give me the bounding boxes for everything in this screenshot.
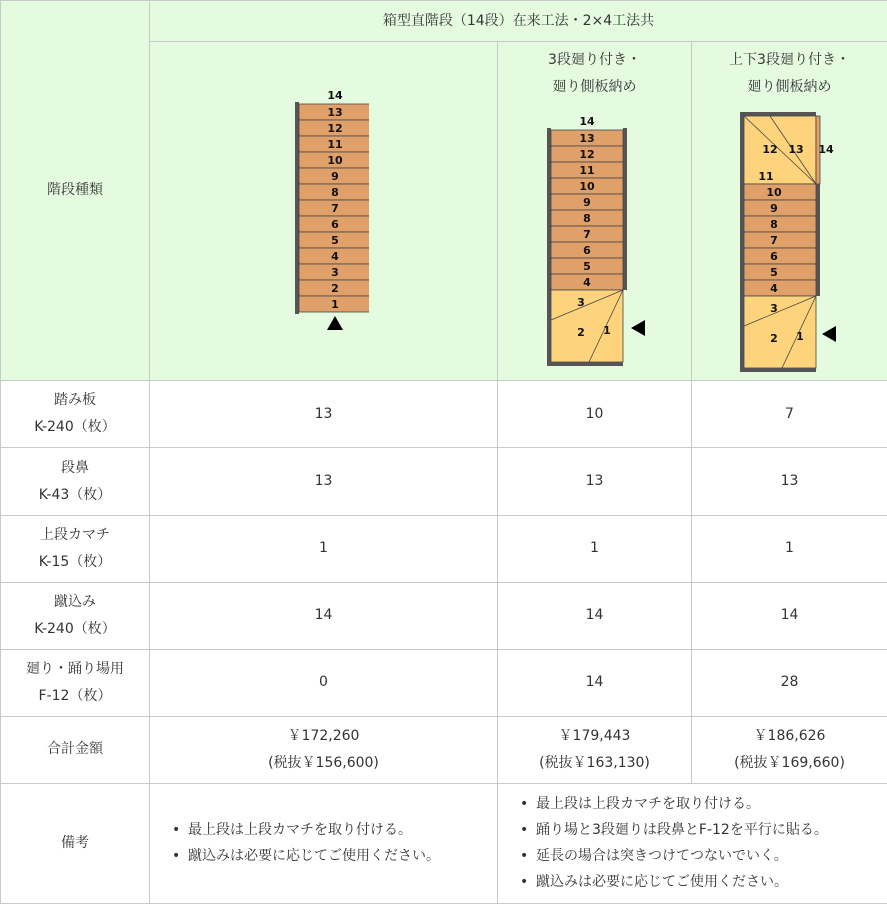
step-number: 9 — [330, 170, 339, 184]
step-number: 7 — [770, 234, 778, 248]
step-number: 9 — [770, 202, 778, 216]
row-label: 段鼻 K-43（枚） — [1, 448, 150, 515]
step-number: 8 — [330, 186, 339, 200]
one-winder-stair-diagram — [545, 112, 655, 372]
step-number: 1 — [603, 324, 611, 338]
value-cell: 13 — [150, 448, 498, 515]
top-step-label: 14 — [818, 143, 834, 157]
step-number: 3 — [770, 302, 778, 316]
value-cell: 28 — [692, 649, 887, 716]
row-label: 踏み板 K-240（枚） — [1, 381, 150, 448]
step-number: 3 — [330, 266, 339, 280]
step-number: 11 — [579, 164, 595, 178]
stringer-bottom — [547, 362, 623, 366]
step-number: 10 — [579, 180, 595, 194]
table-row — [1, 649, 887, 716]
table-row — [1, 381, 887, 448]
stair-step — [744, 200, 816, 216]
column-heading-line1: 上下3段廻り付き・ — [729, 52, 850, 69]
list-item: • 蹴込みは必要に応じてご使用ください。 — [520, 869, 887, 895]
step-number: 1 — [330, 298, 339, 312]
step-number: 2 — [330, 282, 339, 296]
value-cell: 14 — [498, 649, 692, 716]
value-cell: 13 — [498, 448, 692, 515]
step-number: 13 — [788, 143, 804, 157]
notes-cell — [498, 783, 887, 903]
step-number: 2 — [770, 332, 778, 346]
step-number: 11 — [326, 138, 343, 152]
step-number: 4 — [583, 276, 591, 290]
stringer-left — [547, 128, 551, 364]
step-number: 8 — [583, 212, 591, 226]
step-number: 7 — [583, 228, 591, 242]
value-cell: 14 — [150, 582, 498, 649]
step-number: 6 — [770, 250, 778, 264]
step-number: 2 — [577, 326, 585, 340]
table-title: 箱型直階段（14段）在来工法・2×4工法共 — [150, 1, 887, 42]
straight-stair-diagram — [279, 86, 369, 336]
price-label: 合計金額 — [1, 716, 150, 783]
step-number: 1 — [796, 330, 804, 344]
stair-type-label: 階段種類 — [1, 1, 150, 381]
value-cell: 1 — [692, 515, 887, 582]
value-cell: 13 — [692, 448, 887, 515]
price-row — [1, 716, 887, 783]
value-cell: 1 — [150, 515, 498, 582]
step-number: 13 — [579, 132, 595, 146]
step-number: 11 — [758, 170, 774, 184]
step-number: 4 — [770, 282, 778, 296]
stair-step — [744, 216, 816, 232]
step-number: 7 — [330, 202, 339, 216]
step-number: 5 — [330, 234, 339, 248]
value-cell: 1 — [498, 515, 692, 582]
step-number: 3 — [577, 296, 585, 310]
stair-step — [744, 248, 816, 264]
stringer-left — [740, 112, 744, 370]
top-step-label: 14 — [579, 115, 595, 129]
column-heading-line1: 3段廻り付き・ — [548, 52, 641, 69]
step-number: 6 — [583, 244, 591, 258]
step-number: 12 — [762, 143, 778, 157]
two-winder-stair-diagram — [738, 112, 848, 377]
value-cell: 14 — [692, 582, 887, 649]
step-number: 4 — [330, 250, 339, 264]
entry-arrow-icon — [822, 326, 836, 342]
list-item: • 蹴込みは必要に応じてご使用ください。 — [172, 843, 497, 869]
top-step-label: 14 — [326, 89, 343, 103]
table-row — [1, 582, 887, 649]
stringer-right — [623, 128, 627, 290]
list-item: • 最上段は上段カマチを取り付ける。 — [172, 817, 497, 843]
list-item: • 最上段は上段カマチを取り付ける。 — [520, 791, 887, 817]
price-cell: ￥179,443 (税抜￥163,130) — [498, 716, 692, 783]
step-number: 9 — [583, 196, 591, 210]
value-cell: 13 — [150, 381, 498, 448]
step-number: 12 — [579, 148, 595, 162]
stringer-right — [816, 184, 820, 296]
notes-label: 備考 — [1, 783, 150, 903]
value-cell: 0 — [150, 649, 498, 716]
column-heading-line2: 廻り側板納め — [552, 79, 637, 96]
stair-step — [744, 264, 816, 280]
table-row — [1, 448, 887, 515]
notes-row — [1, 783, 887, 903]
list-item: • 踊り場と3段廻りは段鼻とF-12を平行に貼る。 — [520, 817, 887, 843]
column-heading-line2: 廻り側板納め — [747, 79, 832, 96]
row-label: 廻り・踊り場用 F-12（枚） — [1, 649, 150, 716]
stringer-top — [740, 112, 816, 116]
list-item: • 延長の場合は突きつけてつないでいく。 — [520, 843, 887, 869]
winder-landing — [744, 296, 816, 368]
price-cell: ￥172,260 (税抜￥156,600) — [150, 716, 498, 783]
stair-step — [744, 232, 816, 248]
step-number: 12 — [326, 122, 343, 136]
step-number: 8 — [770, 218, 778, 232]
stringer-bottom — [740, 368, 816, 372]
up-arrow-icon — [327, 316, 343, 330]
step-number: 6 — [330, 218, 339, 232]
notes-list — [150, 817, 497, 869]
winder-landing — [551, 290, 623, 362]
value-cell: 14 — [498, 582, 692, 649]
row-label: 上段カマチ K-15（枚） — [1, 515, 150, 582]
step-number: 10 — [326, 154, 343, 168]
step-number: 5 — [770, 266, 778, 280]
step-number: 10 — [766, 186, 782, 200]
stair-step — [744, 280, 816, 296]
step-number: 13 — [326, 106, 343, 120]
entry-arrow-icon — [631, 320, 645, 336]
table-row — [1, 515, 887, 582]
value-cell: 7 — [692, 381, 887, 448]
price-cell: ￥186,626 (税抜￥169,660) — [692, 716, 887, 783]
row-label: 蹴込み K-240（枚） — [1, 582, 150, 649]
stringer-left — [295, 102, 299, 314]
notes-cell — [150, 783, 498, 903]
diagram-cell-straight — [150, 42, 498, 381]
step-number: 5 — [583, 260, 591, 274]
value-cell: 10 — [498, 381, 692, 448]
notes-list — [498, 791, 887, 895]
diagram-cell-two-winder — [692, 42, 887, 381]
diagram-cell-one-winder — [498, 42, 692, 381]
